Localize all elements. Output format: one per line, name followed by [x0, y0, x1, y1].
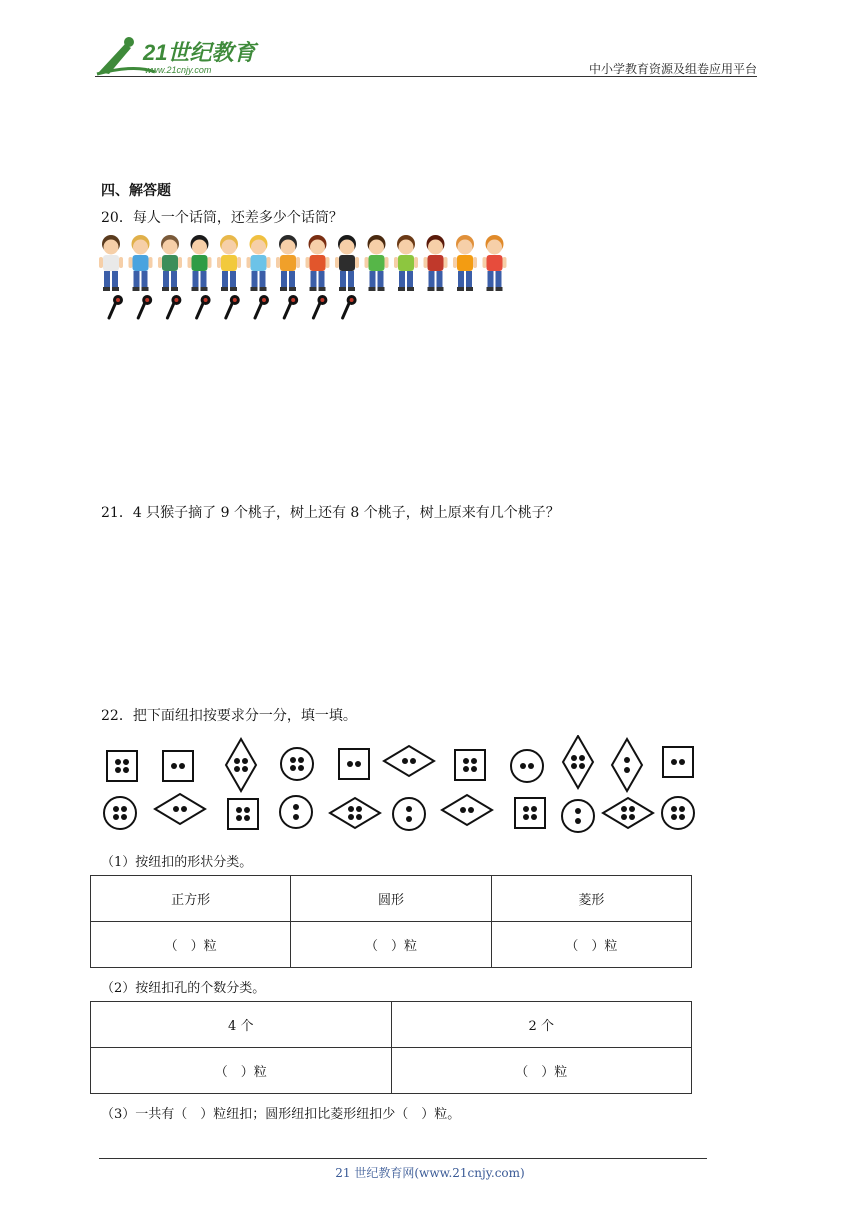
logo-url: www.21cnjy.com [145, 65, 212, 75]
cell-circle-count: （ ）粒 [291, 922, 491, 968]
diamond-button-icon [563, 736, 593, 788]
header-diamond: 菱形 [491, 876, 691, 922]
microphone-icon [255, 295, 269, 318]
diamond-button-icon [226, 739, 256, 791]
diamond-button-icon [442, 795, 492, 825]
holes-table [90, 1001, 692, 1094]
square-button-icon [515, 798, 545, 828]
circle-button-icon [511, 750, 543, 782]
circle-button-icon [280, 796, 312, 828]
header-platform-text: 中小学教育资源及组卷应用平台 [588, 62, 757, 76]
microphones-illustration [101, 294, 361, 322]
circle-button-icon [562, 800, 594, 832]
header-2-holes: 2 个 [391, 1002, 692, 1048]
child-figure [99, 235, 123, 291]
square-button-icon [455, 750, 485, 780]
child-figure [306, 235, 330, 291]
cell-square-count: （ ）粒 [91, 922, 291, 968]
header-square: 正方形 [91, 876, 291, 922]
child-figure [247, 235, 271, 291]
microphone-icon [284, 295, 298, 318]
square-button-icon [339, 749, 369, 779]
diamond-button-icon [330, 798, 380, 828]
microphone-icon [313, 295, 327, 318]
square-button-icon [163, 751, 193, 781]
circle-button-icon [281, 748, 313, 780]
diamond-button-icon [612, 739, 642, 791]
question-20: 20．每人一个话筒，还差多少个话筒？ [101, 210, 343, 226]
child-figure [365, 235, 389, 291]
child-figure [188, 235, 212, 291]
child-figure [453, 235, 477, 291]
question-22: 22．把下面纽扣按要求分一分，填一填。 [101, 708, 357, 724]
site-logo [95, 34, 265, 78]
header-divider [95, 76, 757, 77]
part-1-label: （1）按纽扣的形状分类。 [101, 855, 253, 870]
microphone-icon [109, 295, 123, 318]
shape-table [90, 875, 692, 968]
child-figure [158, 235, 182, 291]
part-2-label: （2）按纽扣孔的个数分类。 [101, 981, 266, 996]
microphone-icon [343, 295, 357, 318]
child-figure [483, 235, 507, 291]
square-button-icon [663, 747, 693, 777]
child-figure [217, 235, 241, 291]
child-figure [276, 235, 300, 291]
microphone-icon [167, 295, 181, 318]
microphone-icon [138, 295, 152, 318]
question-21: 21．4 只猴子摘了 9 个桃子，树上还有 8 个桃子，树上原来有几个桃子？ [101, 505, 560, 521]
child-figure [424, 235, 448, 291]
cell-4-holes-count: （ ）粒 [91, 1048, 392, 1094]
square-button-icon [228, 799, 258, 829]
logo-text: 21世纪教育 [143, 40, 256, 65]
section-title: 四、解答题 [101, 183, 171, 199]
child-figure [335, 235, 359, 291]
circle-button-icon [104, 797, 136, 829]
diamond-button-icon [384, 746, 434, 776]
microphone-icon [226, 295, 240, 318]
diamond-button-icon [603, 798, 653, 828]
square-button-icon [107, 751, 137, 781]
part-3-label: （3）一共有（ ）粒纽扣；圆形纽扣比菱形纽扣少（ ）粒。 [101, 1107, 461, 1122]
footer-divider [99, 1158, 707, 1159]
child-figure [129, 235, 153, 291]
children-illustration [97, 235, 509, 293]
child-figure [394, 235, 418, 291]
circle-button-icon [393, 798, 425, 830]
microphone-icon [197, 295, 211, 318]
diamond-button-icon [155, 794, 205, 824]
header-circle: 圆形 [291, 876, 491, 922]
cell-diamond-count: （ ）粒 [491, 922, 691, 968]
footer-text: 21 世纪教育网(www.21cnjy.com) [335, 1166, 525, 1180]
cell-2-holes-count: （ ）粒 [391, 1048, 692, 1094]
circle-button-icon [662, 797, 694, 829]
buttons-illustration [100, 735, 700, 835]
header-4-holes: 4 个 [91, 1002, 392, 1048]
